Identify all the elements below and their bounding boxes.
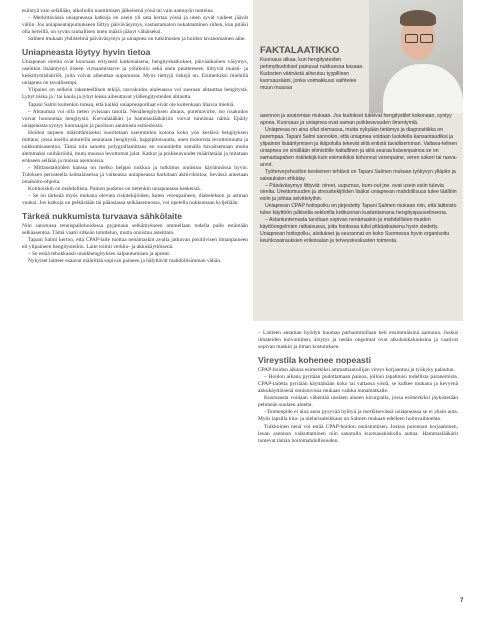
- portrait-photo: [369, 0, 463, 113]
- lab-coat-shape: [383, 64, 463, 113]
- paragraph: – Ahtaumaa voi olla tieten yvissaan tasolla. Nenähengityksen ahtaus, puremavirhe, iso risakudos voivat huonontaa hengitystä. Korvalaääkäri ja hammaslääkäriiin voivat tunnistaa nämä. Epäily uniapneasta syntyy kuorsaajan ja puolison antamista esitiedoista.: [22, 108, 248, 129]
- hair-shape: [400, 10, 436, 26]
- section-heading: Uniapneasta löytyy hyvin tietoa: [22, 47, 151, 58]
- paragraph: CPAP-hoidon aikana esimerkiksi ammattiautoilijan vireys korjaantuu ja työkyky palautuu.: [258, 367, 455, 374]
- fact-box-title: FAKTALAATIKKO: [260, 45, 340, 56]
- paragraph: – Päiväväsymys liittyvät: oireet, uupumus, burn-out jne. ovat usein esiin tulevia oireita. Unettomuuden ja stressitekijöiden lisäksi uniapnean mahdollisuus tulee täällöin esiin ja johtaa selvittelyihin.: [260, 182, 457, 203]
- glasses-icon: [420, 34, 433, 43]
- section-heading: Tärkeä nukkumista turvaava sähkölaite: [22, 211, 183, 222]
- paragraph: Nykyiset laitteet osaavat määrittää sopivan paineen ja hälyttävät mahdollisimman vähän.: [28, 258, 222, 265]
- right-column: [258, 330, 458, 445]
- paragraph: Uniapneaa on aina ollut olemassa, mutta nykyään tietämys ja diagnostiikka on parempaa. Tapani Salmi sanookin, että uniapnea voidaan luokitella kansantaudiksi ja ylipainon lisääntymisen ja ikäpolulla tekevät siitä entistä tavallisemman. Valtava-telinen uniapnea on sinällään elimistölle haitallinen ja siitä seuraa lisävenpainoa se on samantapahen riskitekijä kuin esimerkiksi kohonnut verenpaine, veren sokeri tai rasva-arvot.: [260, 126, 458, 168]
- paragraph: Kuorsausta voidaan vähentää uuslaen alueen kirurgialla, jossa esimerkiksi jäykistetään pehmeän suulaen aluetta.: [258, 395, 458, 409]
- paragraph: Niin sanotussa tennispallohoidossa pyjamaun selkämykseen ommellaan todella pallo estämään selkäasentoa. Tämä vaatii sitkeän totuttelun, mutta onnistuu asteittain.: [22, 223, 248, 237]
- fact-box-text: [260, 57, 370, 92]
- paragraph: – Laitteen antaman hyödyn huomaa parhaimmillaan heti ensimmäisinä aamuina. Joskus ilmateiden kuivuminen, ärsytys ja nenän ongelmat ovat alkuhankaluuksina ja vaativat sopivan maskin ja ilman kostutuksen.: [258, 330, 458, 351]
- paragraph: Hoidon tarpeen määrittämiseksi suoritetaan useimmiten kotona koko yön kestävä hengityksen mittaus, jossa useilla antureilla seurataan hengitystä, happipitoisuutta, unen motorista levottomuutta ja nukkumisasentoa. Tämä niin sanottu polygrafiamittaus on suunniteltu samalla havaitsemaan muita alemmaksi unihäiriöitä, mutu muussa levottomat jalat. Katkot ja poikkeavuudet määritetään ja mitataan erikseen sellään ja muissa asennoissa.: [22, 129, 248, 164]
- paragraph: – Hoidon aikana pyritään pudottamaan painoa, jolloin tapahtuisi todellista paranemista. CPAP-laitetta pyritään käyttämään koko tai valtaosa yöstä, se kulkee mukana ja kevyenä akkukäyttöisenä onnistuvissa mukaan vaikka lomamatkalle.: [258, 374, 458, 395]
- paragraph: asennon ja anatomian mukaan. Jos kudokset tukkivat hengitystilet kokonaan, syntyy apnea. Kuorsaus ja uniapnea ovat saman poikkeavuuden ilmentymiä.: [260, 113, 452, 126]
- paragraph: – Merkittävässä uniapneassa katkoja on usein yli sata kertaa yössä ja unen syvät vaiheet jäävät väliin. Jos uniapneataipumukseen liittyy päiväväsymys, vastustamaton nukahtaminen siihen, kun pitäisi olla hereillä, on syvän rauhallisen unen määrä jäänyt vähäiseksi.: [22, 15, 248, 36]
- paragraph: Tulkkoinen nenä voi estää CPAP-hoidon onnistumisen. Joskus purennan korjaaminen, leuan asennon vaikuttaminen niin sanotulla kuorsauskiskolla auttaa. Hammaslääkärit tuntevat tämän hoitomahdollisuuden.: [258, 423, 458, 444]
- paragraph: Uniapnean CPAP hoitopolku on järjestetty Tapani Salmen mukaan niin, että laitteisto tulee käyttöön julkisella sektorilla kotikunnan kustantamana hengityspauvelineena.: [260, 203, 457, 217]
- fact-box: [253, 0, 463, 321]
- left-column: [22, 8, 248, 266]
- page-number: 7: [460, 598, 464, 604]
- paragraph: Tapani Salmi kertoo, että CPAP-laite tuottaa nenämaskin avulla jatkuvan positiivisen ilmanpaineen eli ylipaineen hengitysteihin. Laite toimii verkko- ja akkukäyttöisenä.: [22, 237, 248, 251]
- paragraph: Työterveyshuollon keskeinen tehtävä on Tapani Salmen mukaan työkyvyn ylläpito ja sairauksien ehkäisy.: [260, 168, 456, 182]
- paragraph: Kotihoiskin on mahdollista. Painon pudotus on tietenkin uniapneassa keskeistä.: [28, 186, 202, 193]
- paragraph: – Se estää tehokkaasti unaikhengityksen salpautumisen ja apneat.: [28, 251, 171, 258]
- paragraph: Kuorsaus alkaa, kun hengitysteiden pehmytkudokset painuvat nukkuessa kasaan. Kudosten värinästä aiheutuu tyypillinen kuorsausääni, jonka voimakkuus vaihtelee muun muassa: [260, 57, 364, 91]
- paragraph: Tapani Salmi kuitenkin toteaa, että kaikki uniapneapotilaat eivät ole kuitenkaan lihavia miehiä.: [28, 101, 235, 108]
- paragraph: esiintyä vain selällään, alkoholin nauttimisen jälkeisenä yönä tai vain aamuyön tunteina.: [22, 8, 215, 14]
- paragraph: – Mittaustaitoiden kanssa on melko helppo nukkua ja tutkimus onnistuu käytännössä hyvin. Tuloksen perusteella kohtalaisessa ja vaikeassa uniapneassa harkitaan aktiivihoitoa, lievässä annetaan omahoito-ohjeita.: [22, 164, 248, 186]
- fact-box-text: [260, 113, 458, 245]
- glasses-icon: [405, 34, 418, 43]
- paragraph: Salmen mukaan yhdistelmä päiväväsymys ja uniapnea on tutkimusten ja hoidon tavanomainen aihe.: [28, 36, 246, 43]
- paragraph: Ylipaino on selkein rakenteellinen tekijä, rasvakudos alaleuassa voi suoraan ahtauttaa hengitystä. Lyhyt niska ja / tai kaula ja lyhyt leuka aiheuttavat ylähengitysteiden ahtautta.: [22, 87, 248, 101]
- paragraph: –Toimenpide ei aina anna pysyvää hyötyä ja merkitsevässä uniapneassa se ei yksin auta. Myös lapsilla kita- ja nielurisaleikkaus on Salmen mukaan edelleen hoitovaihtoehto.: [258, 409, 458, 423]
- paragraph: – Aslantuntemusta tarvitaan sopivan nenämaskin ja mahdollisten muiden käyttöongelmien ratkaisussa, joita hoidossa tulisi pitkäaikaisena hyvin sledetty. Uniapnean hoitopolku, aloitukset ja seurannat on koko Suomessa hyvin organisoitu keuhkosairauksien erikoisalan ja terveyskeskusten toimesta.: [260, 217, 450, 245]
- section-heading: Vireystila kohenee nopeasti: [258, 355, 372, 366]
- paragraph: – Se on tärkeää myös mukana olevien riskitekijöiden, kuten verenpaineen, diabeteksen ja astman vuoksi. Jos katkoja on pelkästään tai pääasiassa selkäasennossa, voi opetella nukkumaan kyljellään.: [22, 193, 248, 207]
- paragraph: Uniapnean oireita ovat kuorsaus eritysesti katkonaisena, hengityskatkokset, päiväaikainen väsymys, useinkin lisääntynyt öiseen virtsaamistarve ja yöhikoilu sekä unen puutteeseen liittyvät muisti- ja keskittymishäiriöt, joita voivat aiheuttaa uupumusta. Myös tiettyjä riskejä on. Esimerkiksi miehillä uniapnea on tavallisempi.: [22, 59, 248, 87]
